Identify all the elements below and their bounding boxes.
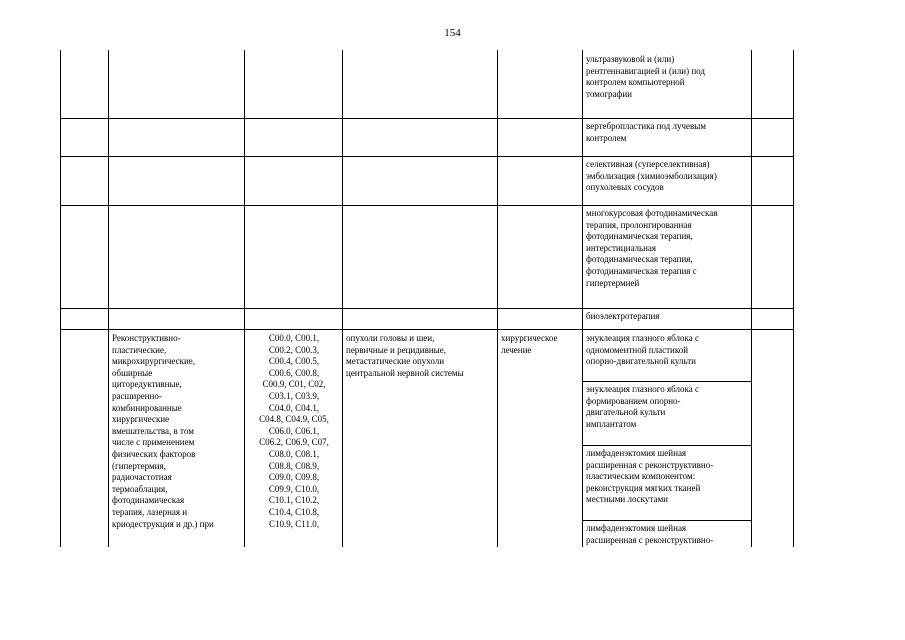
row-line <box>60 329 794 330</box>
treatment-cell: хирургическое лечение <box>501 333 558 355</box>
method-cell: энуклеация глазного яблока с формированием опорно- двигательной культи имплантатом <box>586 384 699 429</box>
icd-codes-cell: C00.0, C00.1, C00.2, C00.3, C00.4, C00.5, C00.6, C00.8, C00.9, C01, C02, C03.1, C03.9, C04.0, C04.1, C04.8, C04.9, C05, C06.0, C06.1, C06.2, C06.9, C07, C08.0, C08.1, C08.8, C08.9, C09.0, C09.8, C09.9, C10.0, C10.1, C10.2, C10.4, C10.8, C10.9, C11.0, <box>259 333 329 529</box>
method-line <box>582 520 752 521</box>
method-cell: селективная (суперселективная) эмболизация (химиоэмболизация) опухолевых сосудов <box>586 159 717 193</box>
column-line <box>751 50 752 547</box>
column-line <box>497 50 498 547</box>
method-cell: биоэлектротерапия <box>586 311 660 321</box>
row-line <box>60 205 794 206</box>
column-line <box>244 50 245 547</box>
intervention-cell: Реконструктивно- пластические, микрохирургические, обширные циторедуктивные, расширенно- комбинированные хирургические вмешательства, в том числе с применением физических факторов (гипертермия, радиочастотная термоаблация, фотодинамическая терапия, лазерная и криодеструкция и др.) при <box>112 333 214 529</box>
method-cell: многокурсовая фотодинамическая терапия, пролонгированная фотодинамическая терапия, интерстициальная фотодинамическая терапия, фотодинамическая терапия с гипертермией <box>586 208 718 288</box>
column-line <box>342 50 343 547</box>
method-cell: лимфаденэктомия шейная расширенная с реконструктивно- пластическим компонентом: реконструкция мягких тканей местными лоскутами <box>586 448 714 505</box>
row-line <box>60 156 794 157</box>
method-cell: энуклеация глазного яблока с одномоментной пластикой опорно-двигательной культи <box>586 333 699 367</box>
method-line <box>582 381 752 382</box>
row-line <box>60 118 794 119</box>
column-line <box>108 50 109 547</box>
medical-care-table <box>60 50 794 547</box>
method-cell: ультразвуковой и (или) рентгеннавигацией и (или) под контролем компьютерной томографии <box>586 54 705 99</box>
row-line <box>60 308 794 309</box>
column-line <box>582 50 583 547</box>
column-line <box>60 50 61 547</box>
method-line <box>582 445 752 446</box>
method-cell: вертебропластика под лучевым контролем <box>586 121 706 143</box>
diagnosis-cell: опухоли головы и шеи, первичные и рецидивные, метастатические опухоли центральной нервной системы <box>346 333 464 378</box>
column-line <box>793 50 794 547</box>
method-cell: лимфаденэктомия шейная расширенная с реконструктивно- <box>586 523 714 545</box>
page-number: 154 <box>444 27 461 39</box>
